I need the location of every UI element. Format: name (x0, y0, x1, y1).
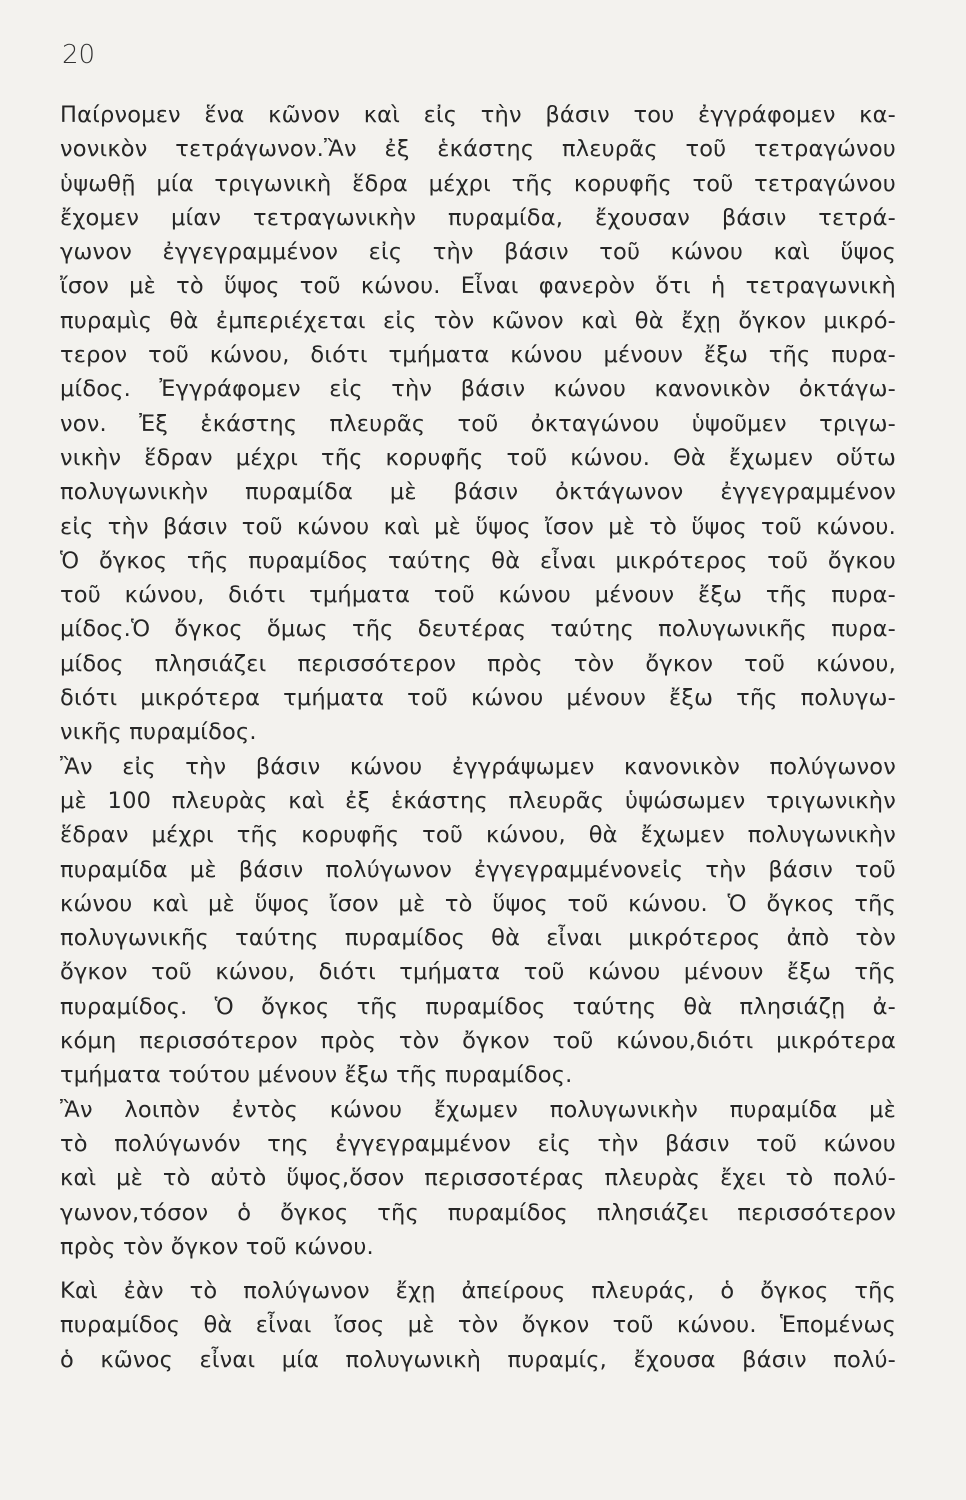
text-line: Ὁ ὄγκος τῆς πυραμίδος ταύτης θὰ εἶναι μικρότερος τοῦ ὄγκου (60, 547, 896, 574)
text-line: μὲ 100 πλευρὰς καὶ ἐξ ἑκάστης πλευρᾶς ὑψώσωμεν τριγωνικὴν (60, 787, 896, 814)
text-line: κώνου καὶ μὲ ὕψος ἴσον μὲ τὸ ὕψος τοῦ κώνου. Ὁ ὄγκος τῆς (60, 890, 896, 917)
text-line: εἰς τὴν βάσιν τοῦ κώνου καὶ μὲ ὕψος ἴσον μὲ τὸ ὕψος τοῦ κώνου. (60, 513, 896, 540)
text-line: Ἂν λοιπὸν ἐντὸς κώνου ἔχωμεν πολυγωνικὴν πυραμίδα μὲ (60, 1096, 896, 1123)
text-line: γωνον,τόσον ὁ ὄγκος τῆς πυραμίδος πλησιάζει περισσότερον (60, 1199, 896, 1226)
text-line: καὶ μὲ τὸ αὐτὸ ὕψος,ὅσον περισσοτέρας πλευρὰς ἔχει τὸ πολύ- (60, 1165, 896, 1192)
paragraph (60, 98, 896, 750)
text-line: τοῦ κώνου, διότι τμήματα τοῦ κώνου μένουν ἔξω τῆς πυρα- (60, 582, 896, 609)
paragraph-gap (60, 1264, 896, 1274)
text-line: Ἂν εἰς τὴν βάσιν κώνου ἐγγράψωμεν κανονικὸν πολύγωνον (60, 753, 896, 780)
text-line: διότι μικρότερα τμήματα τοῦ κώνου μένουν ἔξω τῆς πολυγω- (60, 685, 896, 712)
text-line: πρὸς τὸν ὄγκον τοῦ κώνου. (60, 1233, 374, 1260)
text-line: νον. Ἐξ ἑκάστης πλευρᾶς τοῦ ὀκταγώνου ὑψοῦμεν τριγω- (60, 410, 896, 437)
paragraph (60, 1274, 896, 1377)
paragraph (60, 1093, 896, 1264)
text-line: ὄγκον τοῦ κώνου, διότι τμήματα τοῦ κώνου μένουν ἔξω τῆς (60, 959, 896, 986)
text-line: τὸ πολύγωνόν της ἐγγεγραμμένον εἰς τὴν βάσιν τοῦ κώνου (60, 1130, 896, 1157)
text-line: μίδος.Ὁ ὄγκος ὅμως τῆς δευτέρας ταύτης πολυγωνικῆς πυρα- (60, 616, 896, 643)
text-line: πυραμίδος θὰ εἶναι ἴσος μὲ τὸν ὄγκον τοῦ κώνου. Ἑπομένως (60, 1312, 896, 1339)
text-line: νονικὸν τετράγωνον.Ἂν ἐξ ἑκάστης πλευρᾶς τοῦ τετραγώνου (60, 136, 896, 163)
text-line: τμήματα τούτου μένουν ἔξω τῆς πυραμίδος. (60, 1062, 573, 1089)
page-number: 20 (62, 40, 96, 70)
text-line: γωνον ἐγγεγραμμένον εἰς τὴν βάσιν τοῦ κώνου καὶ ὕψος (60, 239, 896, 266)
text-line: μίδος πλησιάζει περισσότερον πρὸς τὸν ὄγκον τοῦ κώνου, (60, 650, 896, 677)
text-line: πυραμίδος. Ὁ ὄγκος τῆς πυραμίδος ταύτης θὰ πλησιάζῃ ἀ- (60, 993, 896, 1020)
text-line: Παίρνομεν ἕνα κῶνον καὶ εἰς τὴν βάσιν του ἐγγράφομεν κα- (60, 102, 896, 128)
text-line: νικῆς πυραμίδος. (60, 719, 257, 746)
text-line: ἕδραν μέχρι τῆς κορυφῆς τοῦ κώνου, θὰ ἔχωμεν πολυγωνικὴν (60, 822, 896, 849)
text-line: κόμη περισσότερον πρὸς τὸν ὄγκον τοῦ κώνου,διότι μικρότερα (60, 1028, 896, 1055)
text-line: ὁ κῶνος εἶναι μία πολυγωνικὴ πυραμίς, ἔχουσα βάσιν πολύ- (60, 1346, 896, 1373)
paragraph (60, 750, 896, 1093)
text-line: πυραμίδα μὲ βάσιν πολύγωνον ἐγγεγραμμένονεἰς τὴν βάσιν τοῦ (60, 856, 896, 883)
text-line: νικὴν ἕδραν μέχρι τῆς κορυφῆς τοῦ κώνου. Θὰ ἔχωμεν οὕτω (60, 444, 896, 471)
text-line: πολυγωνικὴν πυραμίδα μὲ βάσιν ὀκτάγωνον ἐγγεγραμμένον (60, 479, 896, 506)
text-line: πολυγωνικῆς ταύτης πυραμίδος θὰ εἶναι μικρότερος ἀπὸ τὸν (60, 925, 896, 952)
body-text (60, 98, 896, 1377)
text-line: μίδος. Ἐγγράφομεν εἰς τὴν βάσιν κώνου κανονικὸν ὀκτάγω- (60, 376, 896, 403)
text-line: Καὶ ἐὰν τὸ πολύγωνον ἔχῃ ἀπείρους πλευράς, ὁ ὄγκος τῆς (60, 1278, 896, 1305)
text-line: πυραμὶς θὰ ἐμπεριέχεται εἰς τὸν κῶνον καὶ θὰ ἔχῃ ὄγκον μικρό- (60, 307, 896, 334)
text-line: τερον τοῦ κώνου, διότι τμήματα κώνου μένουν ἔξω τῆς πυρα- (60, 342, 896, 369)
text-line: ἴσον μὲ τὸ ὕψος τοῦ κώνου. Εἶναι φανερὸν ὅτι ἡ τετραγωνικὴ (60, 273, 896, 300)
text-line: ὑψωθῇ μία τριγωνικὴ ἕδρα μέχρι τῆς κορυφῆς τοῦ τετραγώνου (60, 170, 896, 197)
text-line: ἔχομεν μίαν τετραγωνικὴν πυραμίδα, ἔχουσαν βάσιν τετρά- (60, 204, 896, 231)
